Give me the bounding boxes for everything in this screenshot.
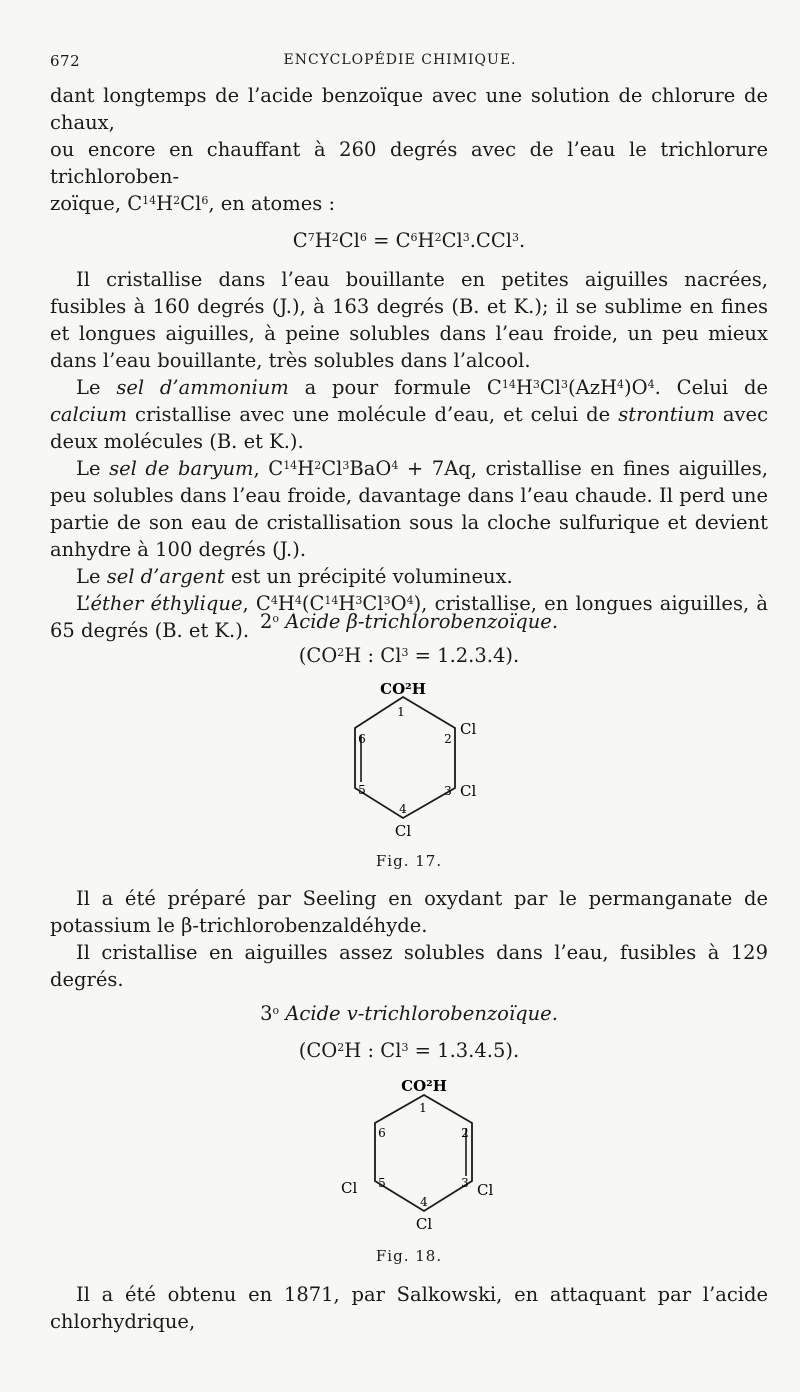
substituent-co2h: CO²H	[401, 1077, 447, 1095]
body-text-top	[50, 82, 768, 644]
section-formula: ($CO^2H$ : $Cl^3 = 1.3.4.5$).	[298, 1039, 520, 1062]
page-number: 672	[50, 52, 81, 70]
substituent-cl-4: Cl	[394, 822, 412, 840]
position-3: 3	[444, 784, 452, 798]
running-header: ENCYCLOPÉDIE CHIMIQUE.	[283, 52, 517, 68]
paragraph: Il cristallise en aiguilles assez solubles dans l’eau, fusibles à 129 degrés.	[50, 941, 768, 991]
paragraph: Le sel d’ammonium a pour formule $C^{14}H^3Cl^3(AzH^4)O^4$. Celui de calcium cristallise avec une molécule d’eau, et celui de strontium avec deux molécules (B. et K.).	[50, 376, 768, 453]
position-2: 2	[461, 1126, 469, 1140]
benzene-ring-figure-17	[300, 670, 500, 870]
hexagon-outer	[355, 697, 455, 818]
position-5: 5	[378, 1176, 386, 1190]
line: zoïque, $C^{14}H^2Cl^6$, en atomes :	[50, 192, 336, 215]
position-6: 6	[358, 732, 366, 746]
position-1: 1	[397, 705, 405, 719]
paragraph: Il a été obtenu en 1871, par Salkowski, en attaquant par l’acide chlorhydrique,	[50, 1283, 768, 1333]
paragraph: Le sel d’argent est un précipité volumineux.	[76, 565, 513, 588]
position-1: 1	[419, 1101, 427, 1115]
paragraph: Il cristallise dans l’eau bouillante en petites aiguilles nacrées, fusibles à 160 degrés (J.), à 163 degrés (B. et K.); il se sublime en fines et longues aiguilles, à peine solubles dans l’eau froide, un peu mieux dans l’eau bouillante, très solubles dans l’alcool.	[50, 268, 768, 372]
section-formula: ($CO^2H$ : $Cl^3 = 1.2.3.4$).	[298, 644, 520, 667]
substituent-co2h: CO²H	[380, 680, 426, 698]
paragraph: Le sel de baryum, $C^{14}H^2Cl^3BaO^4 + 7Aq$, cristallise en fines aiguilles, peu solubles dans l’eau froide, davantage dans l’eau chaude. Il perd une partie de son eau de cristallisation sous la cloche sulfurique et devient anhydre à 100 degrés (J.).	[50, 457, 768, 561]
line: ou encore en chauffant à 260 degrés avec de l’eau le trichlorure trichloroben-	[50, 138, 768, 188]
figure-caption: Fig. 18.	[375, 1247, 443, 1265]
substituent-cl-3: Cl	[477, 1181, 494, 1199]
substituent-cl-5: Cl	[341, 1179, 358, 1197]
line: dant longtemps de l’acide benzoïque avec une solution de chlorure de chaux,	[50, 84, 768, 134]
position-4: 4	[399, 802, 407, 816]
section-heading: 3$^o$ Acide v-trichlorobenzoïque.	[260, 1002, 558, 1025]
position-2: 2	[444, 732, 452, 746]
body-text-bottom	[50, 1281, 768, 1335]
paragraph: L’éther éthylique, $C^4H^4(C^{14}H^3Cl^3O^4)$, cristallise, en longues aiguilles, à 65 degrés (B. et K.).	[50, 592, 768, 642]
substituent-cl-4: Cl	[415, 1215, 433, 1233]
body-text-middle	[50, 885, 768, 993]
benzene-ring-figure-18	[320, 1065, 520, 1245]
position-6: 6	[378, 1126, 386, 1140]
position-3: 3	[461, 1176, 469, 1190]
figure-caption: Fig. 17.	[375, 852, 443, 870]
section-heading: 2$^o$ Acide β-trichlorobenzoïque.	[259, 610, 559, 633]
formula: $C^7H^2Cl^6 = C^6H^2Cl^3.CCl^3$.	[292, 229, 526, 252]
position-5: 5	[358, 783, 366, 797]
position-4: 4	[420, 1195, 428, 1209]
paragraph: Il a été préparé par Seeling en oxydant par le permanganate de potassium le β-trichlorobenzaldéhyde.	[50, 887, 768, 937]
substituent-cl-2: Cl	[460, 720, 477, 738]
substituent-cl-3: Cl	[460, 782, 477, 800]
